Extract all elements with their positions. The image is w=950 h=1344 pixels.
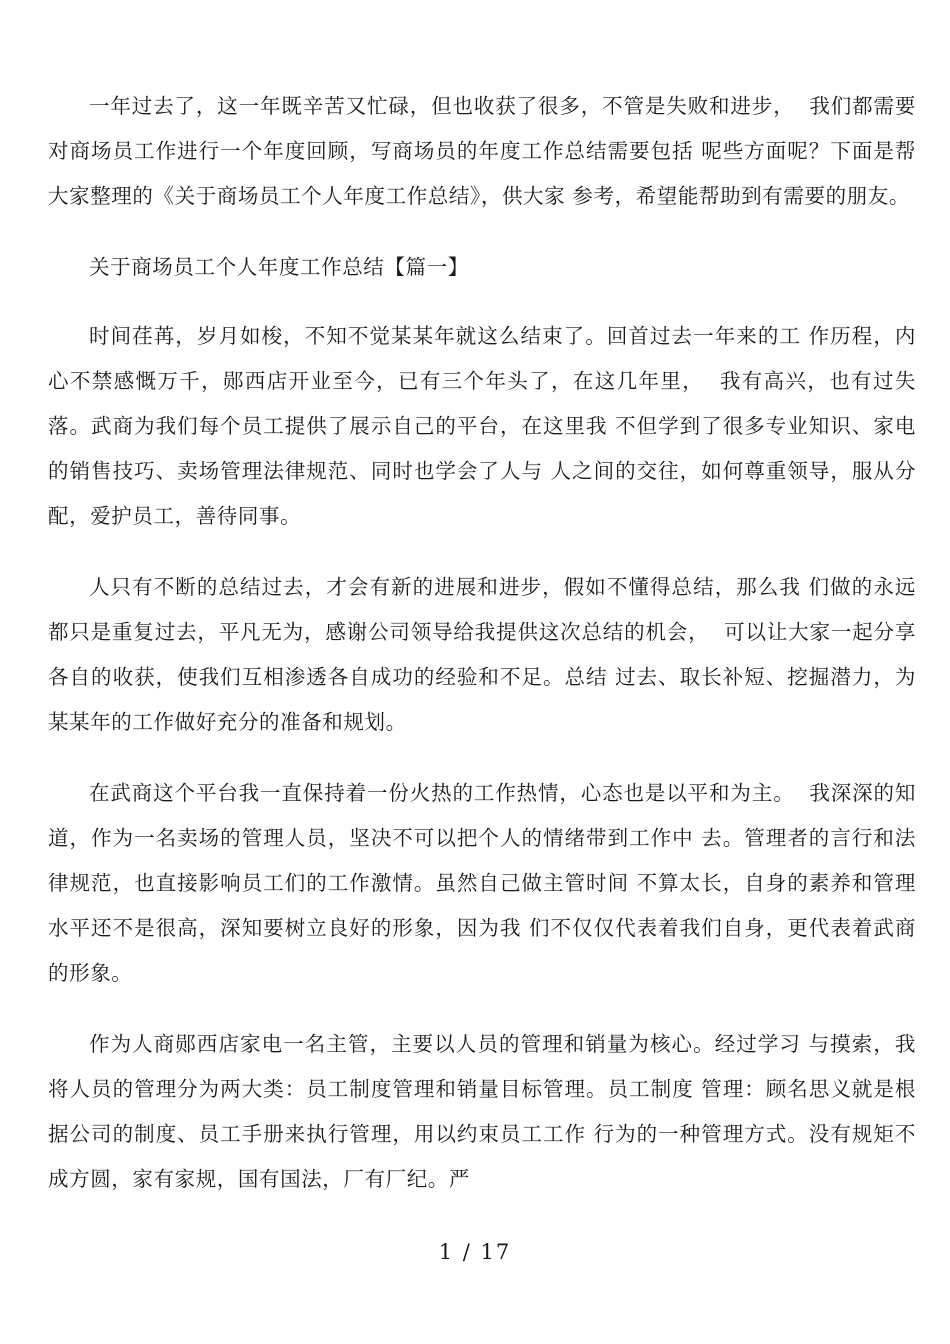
page-number: 1 / 17	[438, 1240, 512, 1264]
body-paragraph-1: 时间荏苒，岁月如梭，不知不觉某某年就这么结束了。回首过去一年来的工 作历程，内心不禁感慨万千，郧西店开业至今，已有三个年头了，在这几年里， 我有高兴，也有过失落。武商为我们每个员工提供了展示自己的平台，在这里我 不但学到了很多专业知识、家电的销售技巧、卖场管理法律规范、同时也学会了人与 人之间的交往，如何尊重领导，服从分配，爱护员工，善待同事。	[48, 324, 916, 528]
body-paragraph-3: 在武商这个平台我一直保持着一份火热的工作热情，心态也是以平和为主。 我深深的知道，作为一名卖场的管理人员，坚决不可以把个人的情绪带到工作中 去。管理者的言行和法律规范，也直接影响员工们的工作激情。虽然自己做主管时间 不算太长，自身的素养和管理水平还不是很高，深知要树立良好的形象，因为我 们不仅仅代表着我们自身，更代表着武商的形象。	[48, 781, 916, 985]
body-paragraph-4: 作为人商郧西店家电一名主管，主要以人员的管理和销量为核心。经过学习 与摸索，我将人员的管理分为两大类：员工制度管理和销量目标管理。员工制度 管理：顾名思义就是根据公司的制度、员工手册来执行管理，用以约束员工工作 行为的一种管理方式。没有规矩不成方圆，家有家规，国有国法，厂有厂纪。严	[48, 1032, 916, 1191]
intro-paragraph: 一年过去了，这一年既辛苦又忙碌，但也收获了很多，不管是失败和进步， 我们都需要对商场员工作进行一个年度回顾，写商场员的年度工作总结需要包括 呢些方面呢？下面是帮大家整理的《关于商场员工个人年度工作总结》，供大家 参考，希望能帮助到有需要的朋友。	[48, 94, 916, 208]
document-body	[48, 84, 916, 1228]
section-heading: 关于商场员工个人年度工作总结【篇一】	[89, 255, 469, 279]
body-paragraph-2: 人只有不断的总结过去，才会有新的进展和进步，假如不懂得总结，那么我 们做的永远都只是重复过去，平凡无为，感谢公司领导给我提供这次总结的机会， 可以让大家一起分享各自的收获，使我们互相渗透各自成功的经验和不足。总结 过去、取长补短、挖掘潜力，为某某年的工作做好充分的准备和规划。	[48, 575, 916, 734]
